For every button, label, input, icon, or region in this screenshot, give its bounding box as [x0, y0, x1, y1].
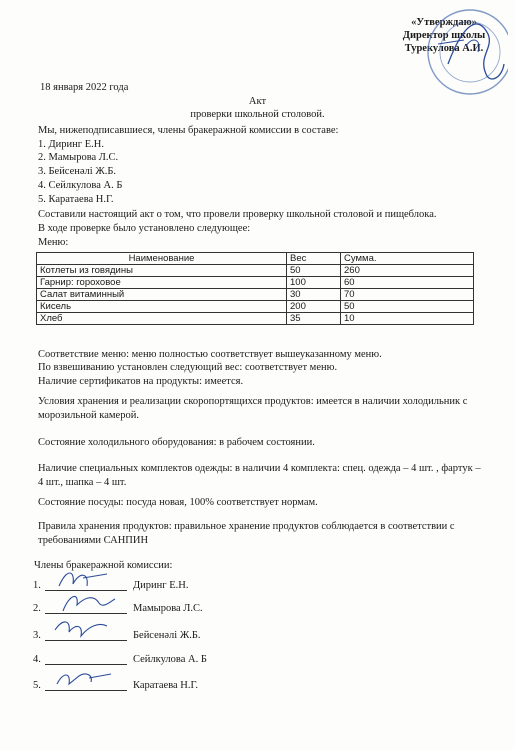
member-1: 1. Диринг Е.Н. [38, 139, 104, 150]
dish-name: Салат витаминный [37, 289, 287, 301]
approval-position: Директор школы [402, 30, 486, 41]
dish-sum: 260 [341, 265, 474, 277]
menu-label: Меню: [38, 237, 69, 248]
dish-sum: 50 [341, 301, 474, 313]
finding-menu-match: Соответствие меню: меню полностью соответствует вышеуказанному меню. [38, 349, 382, 360]
handwritten-signature-icon [49, 616, 119, 642]
document-date: 18 января 2022 года [40, 82, 129, 93]
table-row [37, 289, 474, 301]
intro-text: Мы, нижеподписавшиеся, члены бракеражной комиссии в составе: [38, 125, 339, 136]
menu-table-header [37, 253, 474, 265]
member-4: 4. Сейлкулова А. Б [38, 180, 123, 191]
finding-dishes: Состояние посуды: посуда новая, 100% соответствует нормам. [38, 497, 318, 508]
menu-table [36, 252, 474, 325]
finding-certificates: Наличие сертификатов на продукты: имеется. [38, 376, 244, 387]
member-5: 5. Каратаева Н.Г. [38, 194, 114, 205]
stamp-seal-icon [408, 4, 508, 104]
dish-weight: 35 [287, 313, 341, 325]
dish-weight: 50 [287, 265, 341, 277]
member-3: 3. Бейсенәлі Ж.Б. [38, 166, 117, 177]
signature-number: 3. [33, 630, 41, 641]
dish-sum: 10 [341, 313, 474, 325]
signature-name: Каратаева Н.Г. [133, 680, 199, 691]
signature-name: Сейлкулова А. Б [133, 654, 207, 665]
dish-sum: 60 [341, 277, 474, 289]
header-name: Наименование [37, 253, 287, 265]
handwritten-signature-icon [49, 666, 119, 692]
table-row [37, 313, 474, 325]
dish-weight: 200 [287, 301, 341, 313]
dish-name: Котлеты из говядины [37, 265, 287, 277]
signature-row [33, 603, 203, 617]
signature-line [45, 603, 127, 614]
table-row [37, 277, 474, 289]
signature-number: 4. [33, 654, 41, 665]
dish-sum: 70 [341, 289, 474, 301]
finding-rules: Правила хранения продуктов: правильное хранение продуктов соблюдается в соответствии с требованиями САНПИН [38, 521, 455, 546]
table-row [37, 301, 474, 313]
signature-number: 1. [33, 580, 41, 591]
finding-storage: Условия хранения и реализации скоропортящихся продуктов: имеется в наличии холодильник с морозильной камерой. [38, 396, 468, 421]
act-text: Составили настоящий акт о том, что провели проверку школьной столовой и пищеблока. [38, 209, 437, 220]
title-subject: проверки школьной столовой. [190, 109, 325, 120]
signature-number: 5. [33, 680, 41, 691]
header-sum: Сумма. [341, 253, 474, 265]
finding-cooling: Состояние холодильного оборудования: в рабочем состоянии. [38, 437, 315, 448]
member-2: 2. Мамырова Л.С. [38, 152, 119, 163]
signature-name: Бейсенәлі Ж.Б. [133, 630, 201, 641]
signatures-label: Члены бракеражной комиссии: [34, 560, 173, 571]
dish-name: Гарнир: гороховое [37, 277, 287, 289]
finding-weighing: По взвешиванию установлен следующий вес: соответствует меню. [38, 362, 338, 373]
signature-line [45, 630, 127, 641]
signature-number: 2. [33, 603, 41, 614]
finding-clothing: Наличие специальных комплектов одежды: в наличии 4 комплекта: спец. одежда – 4 шт. , фартук – 4 шт., шапка – 4 шт. [38, 463, 481, 488]
dish-weight: 100 [287, 277, 341, 289]
found-text: В ходе проверке было установлено следующее: [38, 223, 251, 234]
signature-name: Диринг Е.Н. [133, 580, 189, 591]
signature-name: Мамырова Л.С. [133, 603, 203, 614]
header-weight: Вес [287, 253, 341, 265]
signature-row [33, 680, 198, 694]
signature-line [45, 680, 127, 691]
signature-row [33, 630, 201, 644]
approval-name: Турекулова А.И. [404, 43, 484, 54]
document-title [0, 95, 515, 121]
signature-line [45, 654, 127, 665]
approval-title: «Утверждаю» [411, 17, 477, 28]
title-act: Акт [248, 96, 267, 107]
dish-name: Кисель [37, 301, 287, 313]
table-row [37, 265, 474, 277]
dish-weight: 30 [287, 289, 341, 301]
handwritten-signature-icon [49, 589, 119, 615]
dish-name: Хлеб [37, 313, 287, 325]
